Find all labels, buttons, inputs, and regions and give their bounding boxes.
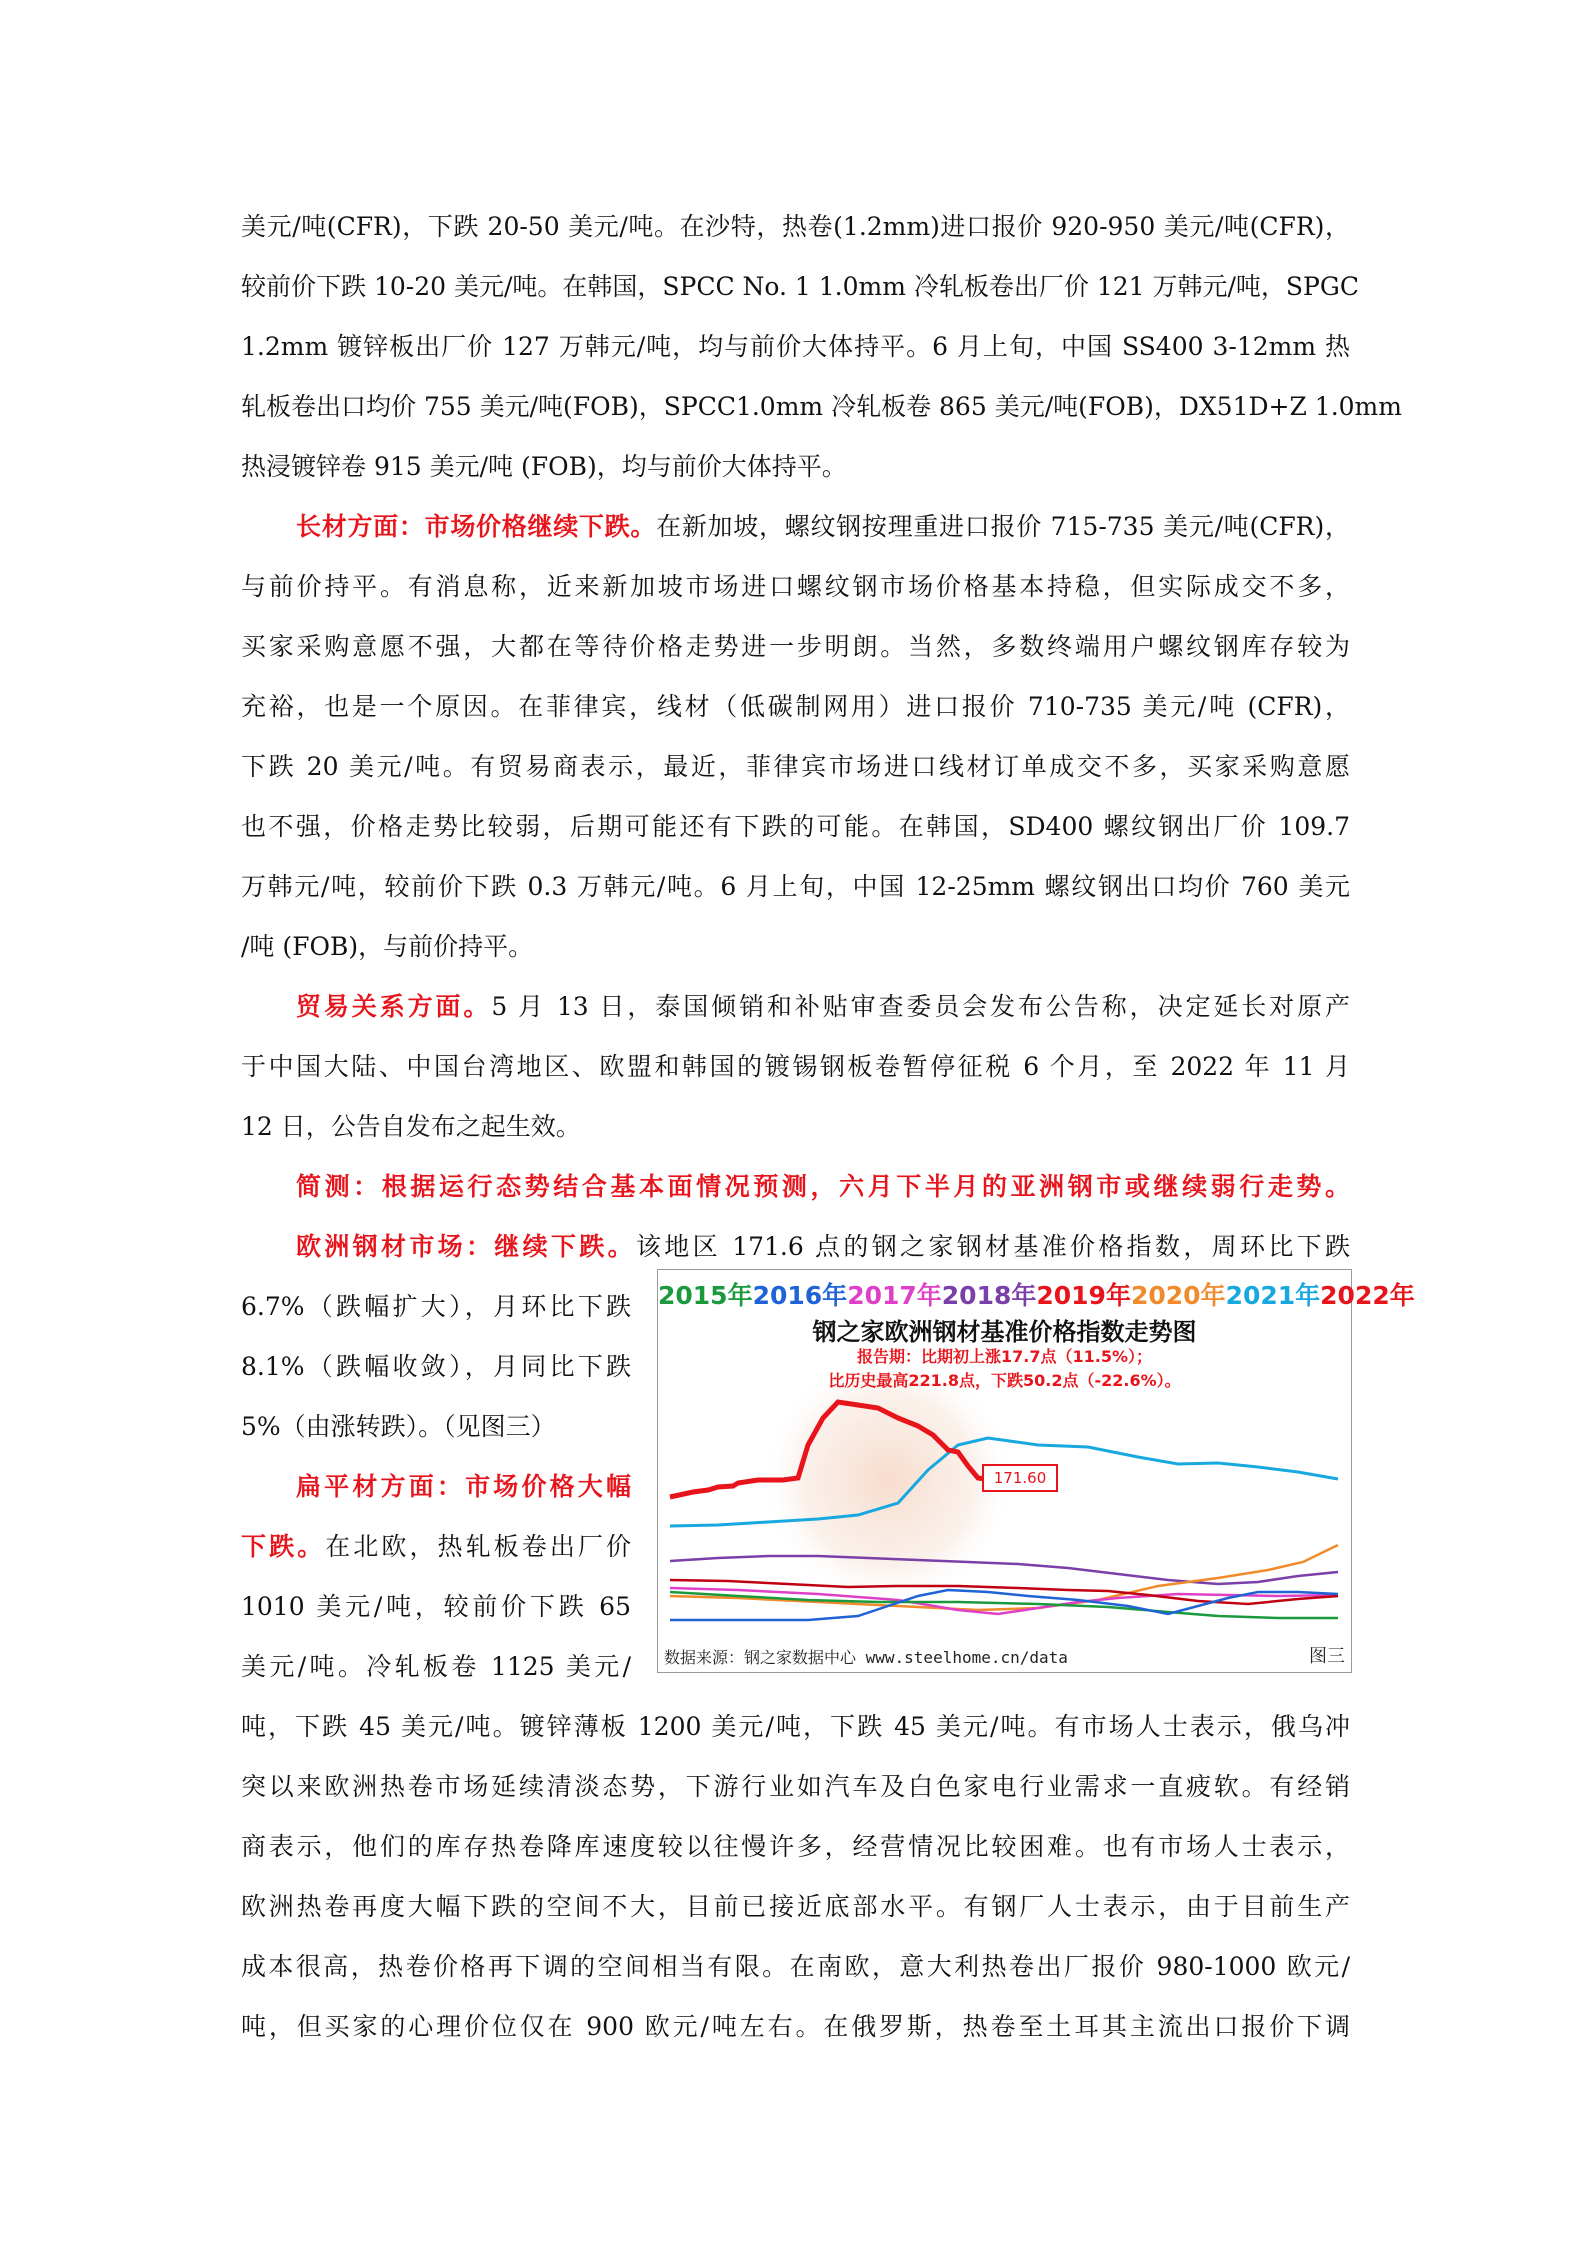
legend-item: 2022年 bbox=[1320, 1281, 1415, 1310]
text-line: 轧板卷出口均价 755 美元/吨(FOB)，SPCC1.0mm 冷轧板卷 865 美元/吨(FOB)，DX51D+Z 1.0mm bbox=[241, 392, 1402, 421]
figure-note: 比历史最高221.8点，下跌50.2点（-22.6%）。 bbox=[828, 1371, 1181, 1390]
figure-label: 图三 bbox=[1309, 1646, 1345, 1667]
forecast-line: 简测：根据运行态势结合基本面情况预测，六月下半月的亚洲钢市或继续弱行走势。 bbox=[296, 1172, 1350, 1201]
text-line bbox=[296, 990, 1350, 1024]
text-line: 于中国大陆、中国台湾地区、欧盟和韩国的镀锡钢板卷暂停征税 6 个月，至 2022 年 11 月 bbox=[241, 1052, 1350, 1081]
text-line: 突以来欧洲热卷市场延续清淡态势，下游行业如汽车及白色家电行业需求一直疲软。有经销 bbox=[241, 1772, 1350, 1801]
text-line: 充裕，也是一个原因。在菲律宾，线材（低碳制网用）进口报价 710-735 美元/吨 (CFR)， bbox=[241, 692, 1350, 721]
text-line: /吨 (FOB)，与前价持平。 bbox=[241, 932, 534, 961]
section-heading: 长材方面：市场价格继续下跌。 bbox=[296, 512, 657, 541]
legend-item: 2019年 bbox=[1036, 1281, 1131, 1310]
text-line: 8.1%（跌幅收敛），月同比下跌 bbox=[241, 1352, 631, 1381]
text-line: 吨，下跌 45 美元/吨。镀锌薄板 1200 美元/吨，下跌 45 美元/吨。有市场人士表示，俄乌冲 bbox=[241, 1712, 1350, 1741]
text-run: 在新加坡，螺纹钢按理重进口报价 715-735 美元/吨(CFR)， bbox=[656, 512, 1350, 541]
text-line: 6.7%（跌幅扩大），月环比下跌 bbox=[241, 1292, 631, 1321]
text-line bbox=[296, 510, 1350, 544]
section-heading: 扁平材方面：市场价格大幅 bbox=[296, 1472, 631, 1501]
series-line bbox=[670, 1556, 1338, 1584]
text-line: 美元/吨(CFR)，下跌 20-50 美元/吨。在沙特，热卷(1.2mm)进口报价 920-950 美元/吨(CFR)， bbox=[241, 212, 1350, 241]
text-line: 12 日，公告自发布之起生效。 bbox=[241, 1112, 581, 1141]
text-line: 热浸镀锌卷 915 美元/吨 (FOB)，均与前价大体持平。 bbox=[241, 452, 847, 481]
legend-item: 2018年 bbox=[941, 1281, 1037, 1310]
text-run: 在北欧，热轧板卷出厂价 bbox=[325, 1532, 631, 1561]
text-line: 1010 美元/吨，较前价下跌 65 bbox=[241, 1592, 631, 1621]
text-line bbox=[296, 1230, 1350, 1264]
figure-title: 钢之家欧洲钢材基准价格指数走势图 bbox=[812, 1318, 1197, 1346]
section-heading: 贸易关系方面。 bbox=[296, 992, 492, 1021]
value-callout: 171.60 bbox=[982, 1464, 1058, 1492]
text-line: 与前价持平。有消息称，近来新加坡市场进口螺纹钢市场价格基本持稳，但实际成交不多， bbox=[241, 572, 1350, 601]
legend-item: 2021年 bbox=[1225, 1281, 1321, 1310]
text-line: 欧洲热卷再度大幅下跌的空间不大，目前已接近底部水平。有钢厂人士表示，由于目前生产 bbox=[241, 1892, 1350, 1921]
text-line: 万韩元/吨，较前价下跌 0.3 万韩元/吨。6 月上旬，中国 12-25mm 螺纹钢出口均价 760 美元 bbox=[241, 872, 1350, 901]
text-line: 1.2mm 镀锌板出厂价 127 万韩元/吨，均与前价大体持平。6 月上旬，中国 SS400 3-12mm 热 bbox=[241, 332, 1350, 361]
legend-item: 2015年 bbox=[658, 1281, 753, 1310]
text-line: 买家采购意愿不强，大都在等待价格走势进一步明朗。当然，多数终端用户螺纹钢库存较为 bbox=[241, 632, 1350, 661]
text-line: 也不强，价格走势比较弱，后期可能还有下跌的可能。在韩国，SD400 螺纹钢出厂价 109.7 bbox=[241, 812, 1350, 841]
watermark-logo bbox=[763, 1355, 1013, 1605]
figure-note: 报告期：比期初上涨17.7点（11.5%）； bbox=[857, 1347, 1152, 1366]
legend-years bbox=[658, 1276, 1415, 1312]
text-line: 吨，但买家的心理价位仅在 900 欧元/吨左右。在俄罗斯，热卷至土耳其主流出口报价下调 bbox=[241, 2012, 1350, 2041]
text-line: 美元/吨。冷轧板卷 1125 美元/ bbox=[241, 1652, 631, 1681]
text-run: 5 月 13 日，泰国倾销和补贴审查委员会发布公告称，决定延长对原产 bbox=[491, 992, 1350, 1021]
figure-source: 数据来源：钢之家数据中心 www.steelhome.cn/data bbox=[664, 1648, 1068, 1667]
text-line: 下跌 20 美元/吨。有贸易商表示，最近，菲律宾市场进口线材订单成交不多，买家采购意愿 bbox=[241, 752, 1350, 781]
legend-item: 2020年 bbox=[1130, 1281, 1226, 1310]
text-line: 成本很高，热卷价格再下调的空间相当有限。在南欧，意大利热卷出厂报价 980-1000 欧元/ bbox=[241, 1952, 1350, 1981]
text-line: 商表示，他们的库存热卷降库速度较以往慢许多，经营情况比较困难。也有市场人士表示， bbox=[241, 1832, 1350, 1861]
text-line bbox=[241, 1530, 631, 1564]
text-run: 该地区 171.6 点的钢之家钢材基准价格指数，周环比下跌 bbox=[635, 1232, 1350, 1261]
legend-item: 2017年 bbox=[847, 1281, 942, 1310]
text-line: 5%（由涨转跌）。（见图三） bbox=[241, 1412, 556, 1441]
text-line: 较前价下跌 10-20 美元/吨。在韩国，SPCC No. 1 1.0mm 冷轧板卷出厂价 121 万韩元/吨，SPGC bbox=[241, 272, 1359, 301]
figure-europe-steel-index bbox=[657, 1269, 1415, 1673]
section-heading: 下跌。 bbox=[241, 1532, 326, 1561]
legend-item: 2016年 bbox=[752, 1281, 848, 1310]
section-heading: 欧洲钢材市场：继续下跌。 bbox=[296, 1232, 636, 1261]
